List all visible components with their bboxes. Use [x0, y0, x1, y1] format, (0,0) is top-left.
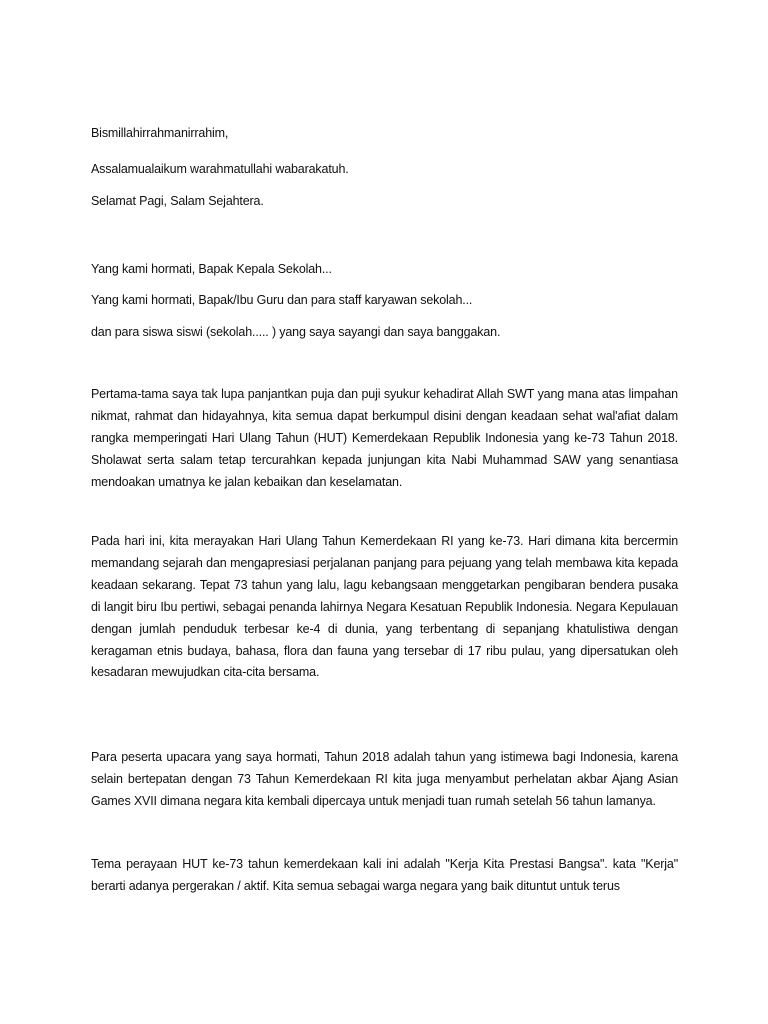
- greeting-bismillah: Bismillahirrahmanirrahim,: [91, 126, 229, 140]
- salutation-kepala-sekolah: Yang kami hormati, Bapak Kepala Sekolah...: [91, 262, 332, 276]
- greeting-selamat-pagi: Selamat Pagi, Salam Sejahtera.: [91, 194, 264, 208]
- salutation-siswa: dan para siswa siswi (sekolah..... ) yang saya sayangi dan saya banggakan.: [91, 325, 501, 339]
- paragraph-theme: Tema perayaan HUT ke-73 tahun kemerdekaan kali ini adalah "Kerja Kita Prestasi Bangsa". kata "Kerja" berarti adanya pergerakan / aktif. Kita semua sebagai warga negara yang baik dituntut untuk terus: [91, 857, 678, 893]
- paragraph-opening: Pertama-tama saya tak lupa panjantkan puja dan puji syukur kehadirat Allah SWT yang mana atas limpahan nikmat, rahmat dan hidayahnya, kita semua dapat berkumpul disini dengan keadaan sehat wal'afiat dalam rangka memperingati Hari Ulang Tahun (HUT) Kemerdekaan Republik Indonesia yang ke-73 Tahun 2018. Sholawat serta salam tetap tercurahkan kepada junjungan kita Nabi Muhammad SAW yang senantiasa mendoakan umatnya ke jalan kebaikan dan keselamatan.: [91, 387, 678, 489]
- paragraph-history: Pada hari ini, kita merayakan Hari Ulang Tahun Kemerdekaan RI yang ke-73. Hari dimana kita bercermin memandang sejarah dan mengapresiasi perjalanan panjang para pejuang yang telah membawa kita kepada keadaan sekarang. Tepat 73 tahun yang lalu, lagu kebangsaan menggetarkan pengibaran bendera pusaka di langit biru Ibu pertiwi, sebagai penanda lahirnya Negara Kesatuan Republik Indonesia. Negara Kepulauan dengan jumlah penduduk terbesar ke-4 di dunia, yang terbentang di sepanjang khatulistiwa dengan keragaman etnis budaya, bahasa, flora dan fauna yang tersebar di 17 ribu pulau, yang dipersatukan oleh kesadaran mewujudkan cita-cita bersama.: [91, 534, 678, 680]
- paragraph-asian-games: Para peserta upacara yang saya hormati, Tahun 2018 adalah tahun yang istimewa bagi Indonesia, karena selain bertepatan dengan 73 Tahun Kemerdekaan RI kita juga menyambut perhelatan akbar Ajang Asian Games XVII dimana negara kita kembali dipercaya untuk menjadi tuan rumah setelah 56 tahun lamanya.: [91, 750, 678, 808]
- greeting-salam: Assalamualaikum warahmatullahi wabarakatuh.: [91, 162, 349, 176]
- salutation-guru-staff: Yang kami hormati, Bapak/Ibu Guru dan para staff karyawan sekolah...: [91, 293, 473, 307]
